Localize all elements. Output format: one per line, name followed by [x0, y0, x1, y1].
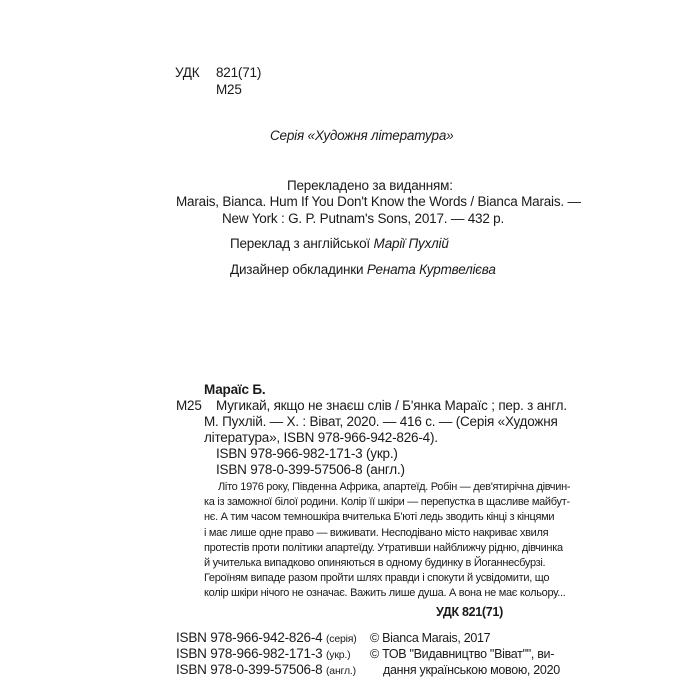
annotation-line: нє. А тим часом темношкіра вчителька Б'юті ледь зводить кінці з кінцями — [204, 511, 555, 524]
catalog-desc-line-3: література», ISBN 978-966-942-826-4). — [204, 430, 438, 445]
original-edition-line: Marais, Bianca. Hum If You Don't Know the Words / Bianca Marais. — — [176, 194, 581, 209]
annotation-line: Героїням випаде разом пройти шлях правди і спокути й усвідомити, що — [204, 572, 550, 585]
catalog-isbn-ukr: ISBN 978-966-982-171-3 (укр.) — [216, 446, 398, 461]
annotation-line: протестів проти політики апартеїду. Утративши найближчу рідню, дівчинка — [204, 541, 563, 554]
copyright-publisher-cont: дання українською мовою, 2020 — [383, 663, 560, 677]
isbn-note: (серія) — [326, 633, 357, 645]
annotation-line: Літо 1976 року, Південна Африка, апартеїд. Робін — дев'ятирічна дівчин- — [218, 481, 571, 493]
isbn-note: (англ.) — [326, 665, 356, 677]
isbn-note: (укр.) — [326, 649, 351, 661]
catalog-desc-line-2: М. Пухлій. — Х. : Віват, 2020. — 416 с. — (Серія «Художня — [204, 414, 558, 429]
catalog-author: Мараїс Б. — [204, 382, 266, 397]
series-prefix: Серія — [270, 128, 308, 143]
original-publisher-line: New York : G. P. Putnam's Sons, 2017. — 432 p. — [222, 211, 505, 226]
cover-designer-line — [230, 262, 496, 277]
translator-line — [230, 236, 449, 251]
author-mark: М25 — [216, 82, 242, 97]
udk-code: 821(71) — [216, 65, 262, 80]
annotation-line: й учителька випадково опиняються в одному будинку в Йоганнесбурзі. — [204, 557, 546, 570]
cover-designer-name: Рената Куртвелієва — [366, 262, 496, 277]
copyright-block — [370, 630, 560, 678]
udk-label: УДК — [175, 65, 200, 80]
series-line — [270, 128, 453, 143]
catalog-udk: УДК 821(71) — [436, 605, 503, 619]
annotation-line: ка із заможної білої родини. Колір її шкіри — перепустка в щасливе майбут- — [204, 496, 570, 509]
annotation-line: і має лише одне право — виживати. Несподівано місто накриває хвиля — [204, 526, 549, 539]
catalog-mark: М25 — [176, 398, 202, 413]
cover-designer-prefix: Дизайнер обкладинки — [230, 262, 367, 277]
translator-name: Марії Пухлій — [373, 236, 449, 251]
translated-from-label: Перекладено за виданням: — [287, 178, 453, 193]
isbn-series — [176, 630, 357, 645]
annotation-line: колір шкіри нічого не означає. Важить лише душа. А вона не має кольору... — [204, 587, 566, 600]
copyright-author: © Bianca Marais, 2017 — [370, 631, 491, 645]
copyright-publisher: © ТОВ "Видавництво "Віват"", ви- — [370, 647, 555, 661]
isbn-number: ISBN 978-0-399-57506-8 — [176, 662, 323, 677]
series-name: «Художня література» — [307, 128, 454, 143]
isbn-eng — [176, 662, 356, 677]
translator-prefix: Переклад з англійської — [230, 236, 374, 251]
catalog-desc-line-1: Мугикай, якщо не знаєш слів / Б'янка Мараїс ; пер. з англ. — [216, 398, 567, 413]
isbn-ukr — [176, 646, 350, 661]
isbn-number: ISBN 978-966-942-826-4 — [176, 630, 323, 645]
isbn-number: ISBN 978-966-982-171-3 — [176, 646, 323, 661]
annotation — [204, 480, 571, 602]
catalog-isbn-eng: ISBN 978-0-399-57506-8 (англ.) — [216, 462, 405, 477]
